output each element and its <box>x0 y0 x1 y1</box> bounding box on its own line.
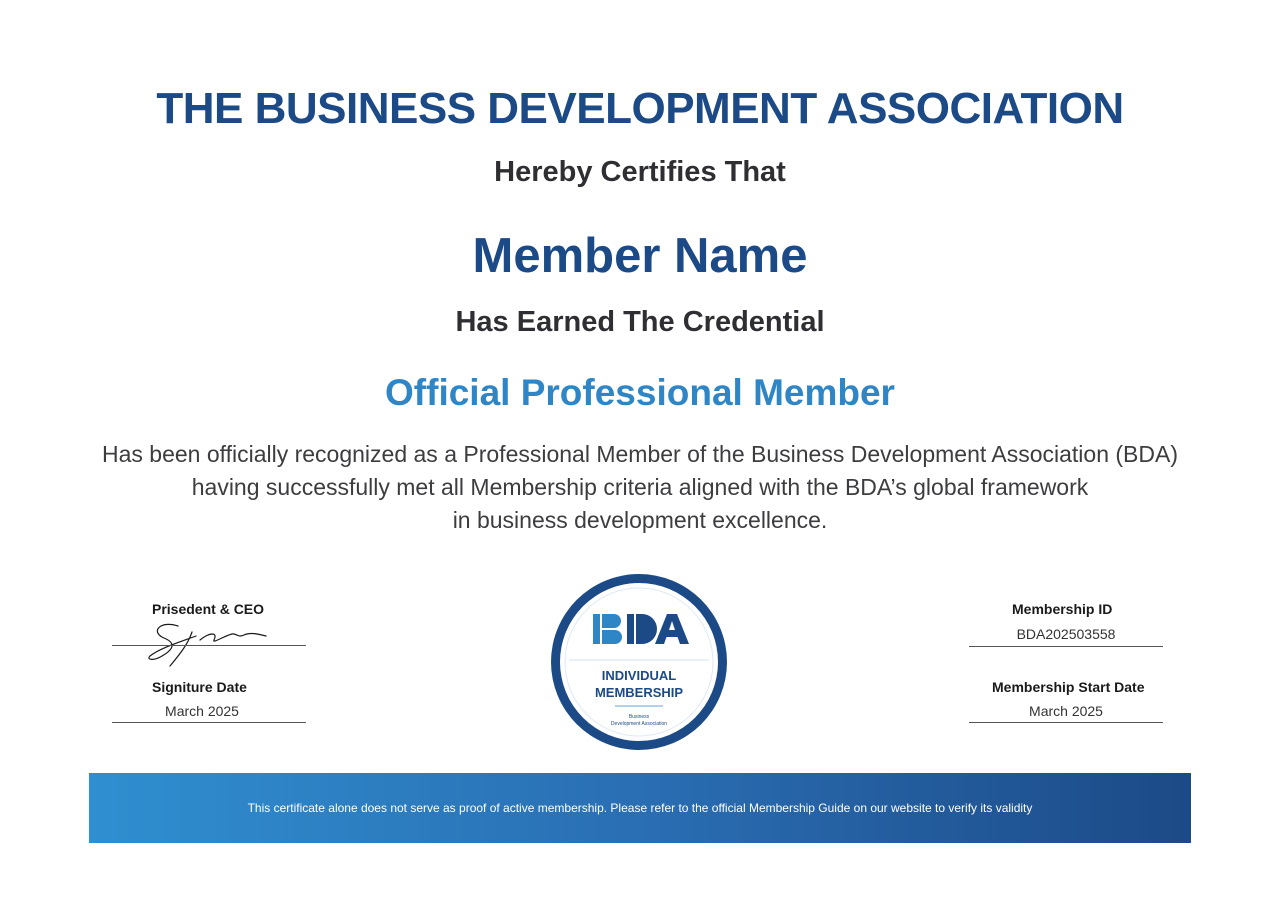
bda-membership-seal <box>549 572 729 752</box>
signature-date-value: March 2025 <box>165 703 239 719</box>
signature-date-line <box>112 722 306 723</box>
description-line-2: having successfully met all Membership criteria aligned with the BDA’s global framework <box>191 474 1089 500</box>
president-label: Prisedent & CEO <box>152 601 265 617</box>
earned-line: Has Earned The Credential <box>455 306 825 338</box>
description-line-3: in business development excellence. <box>452 507 828 533</box>
membership-id-label: Membership ID <box>1012 601 1113 617</box>
signature-image <box>140 618 280 668</box>
footer-notice: This certificate alone does not serve as proof of active membership. Please refer to the official Membership Guide on our website to verify its validity <box>247 801 1033 815</box>
credential-title: Official Professional Member <box>385 372 895 413</box>
signature-line <box>112 645 306 646</box>
start-date-value: March 2025 <box>1029 703 1103 719</box>
start-date-line <box>969 722 1163 723</box>
start-date-label: Membership Start Date <box>992 679 1145 695</box>
membership-id-line <box>969 646 1163 647</box>
signature-date-label: Signiture Date <box>152 679 247 695</box>
certifies-line: Hereby Certifies That <box>494 156 786 188</box>
organization-title: THE BUSINESS DEVELOPMENT ASSOCIATION <box>156 84 1124 133</box>
seal-small-line-1: Business <box>628 714 650 720</box>
seal-line-2: MEMBERSHIP <box>594 685 684 700</box>
footer-banner <box>89 773 1191 843</box>
member-name: Member Name <box>472 229 808 283</box>
description-paragraph <box>40 438 1240 537</box>
seal-line-1: INDIVIDUAL <box>601 668 677 683</box>
seal-small-line-2: Development Association <box>610 721 668 727</box>
membership-id-value: BDA202503558 <box>1016 626 1116 642</box>
description-line-1: Has been officially recognized as a Professional Member of the Business Development Association (BDA) <box>101 441 1178 467</box>
